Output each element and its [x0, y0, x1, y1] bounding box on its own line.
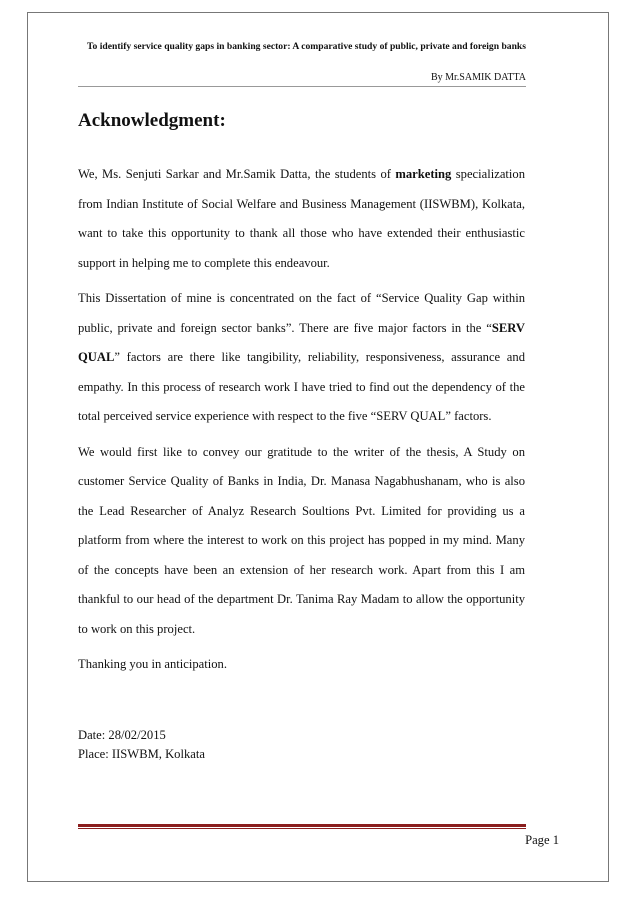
paragraph-1: [78, 160, 525, 278]
paragraph-2-text-a: This Dissertation of mine is concentrated on the fact of “Service Quality Gap within public, private and foreign sector banks”. There are five major factors in the “: [78, 291, 525, 335]
closing-block: [78, 726, 205, 764]
paragraph-2-text-b: ” factors are there like tangibility, reliability, responsiveness, assurance and empathy. In this process of research work I have tried to find out the dependency of the total perceived service experience with respect to the five “SERV QUAL” factors.: [78, 350, 525, 423]
paragraph-1-text-a: We, Ms. Senjuti Sarkar and Mr.Samik Datta, the students of: [78, 167, 396, 181]
header-divider: [78, 86, 526, 87]
paragraph-2-bold: SERV QUAL: [78, 320, 525, 364]
place-line: Place: IISWBM, Kolkata: [78, 747, 205, 761]
header-title: To identify service quality gaps in banking sector: A comparative study of public, private and foreign banks: [87, 41, 526, 52]
page-heading: Acknowledgment:: [78, 110, 226, 131]
paragraph-4: Thanking you in anticipation.: [78, 657, 227, 671]
paragraph-2: [78, 284, 525, 432]
header-author: By Mr.SAMIK DATTA: [430, 72, 526, 83]
footer-divider-thick: [78, 824, 526, 827]
paragraph-1-bold: marketing: [395, 167, 452, 181]
paragraph-1-text-b: specialization from Indian Institute of Social Welfare and Business Management (IISWBM), Kolkata, want to take this opportunity to thank all those who have extended their enthusiastic support in helping me to complete this endeavour.: [78, 167, 525, 270]
acknowledgment-body: [78, 160, 525, 686]
date-line: Date: 28/02/2015: [78, 728, 166, 742]
page-number: Page 1: [525, 833, 559, 847]
paragraph-3: We would first like to convey our gratitude to the writer of the thesis, A Study on customer Service Quality of Banks in India, Dr. Manasa Nagabhushanam, who is also the Lead Researcher of Analyz Research Soultions Pvt. Limited for providing us a platform from where the interest to work on this project has popped in my mind. Many of the concepts have been an extension of her research work. Apart from this I am thankful to our head of the department Dr. Tanima Ray Madam to allow the opportunity to work on this project.: [78, 444, 525, 636]
footer-divider-thin: [78, 828, 526, 829]
